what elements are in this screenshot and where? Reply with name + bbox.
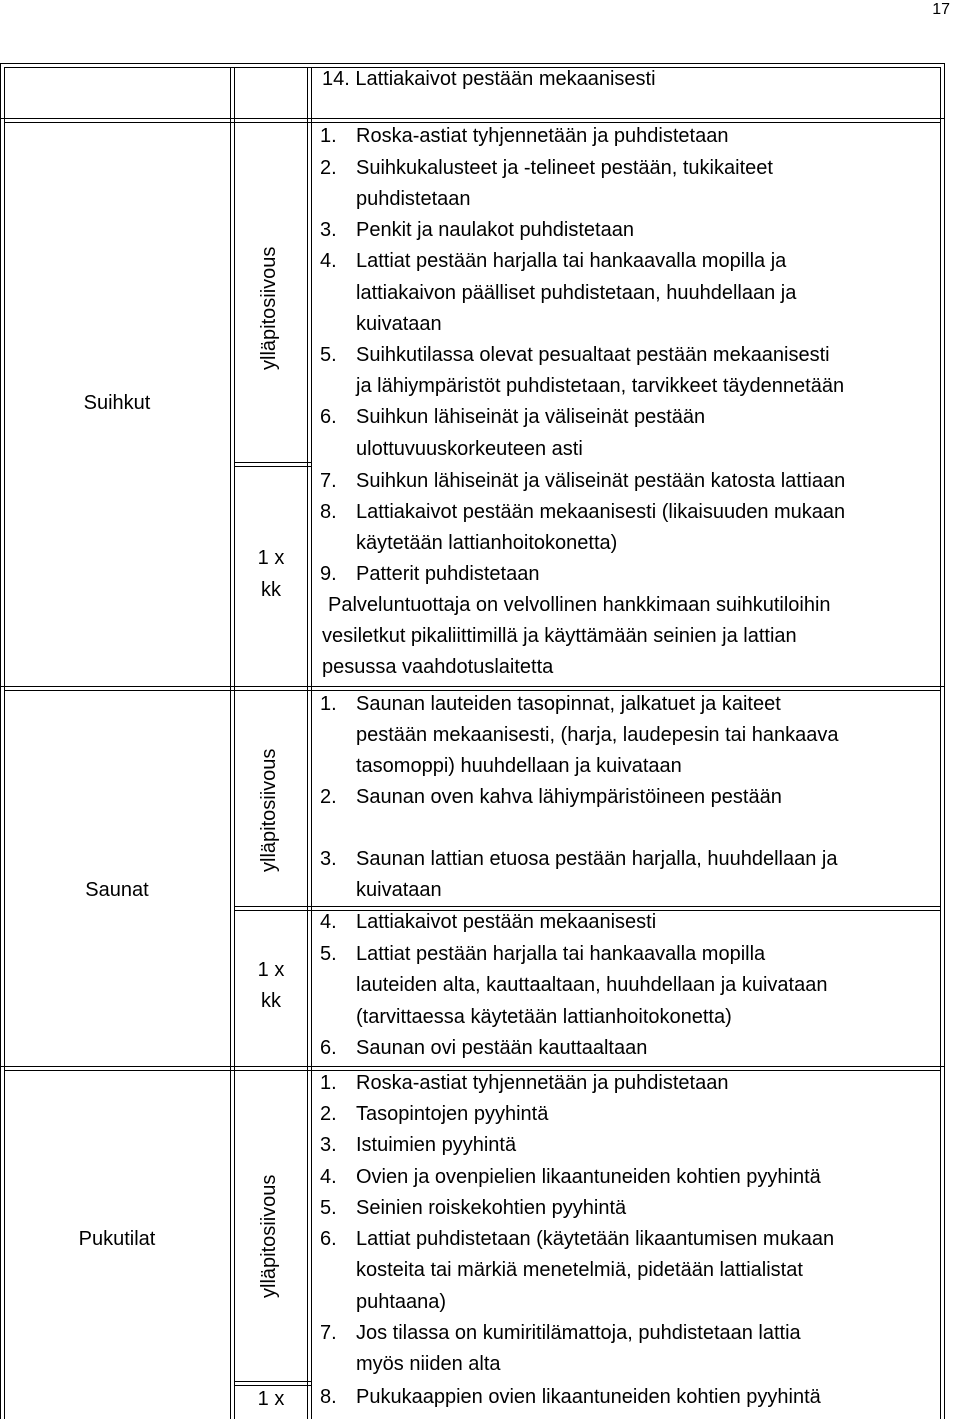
- section-name-suihkut: Suihkut: [83, 392, 151, 414]
- pukutilat-item-2: 2. Tasopintojen pyyhintä: [320, 1103, 549, 1125]
- suihkut-note-line-1: Palveluntuottaja on velvollinen hankkimaan suihkutiloihin: [328, 594, 831, 616]
- row-divider-saunat-a: [0, 1066, 945, 1067]
- frequency-saunat-2: kk: [261, 990, 281, 1012]
- row-divider-header-a: [0, 118, 945, 119]
- pukutilat-item-4: 4. Ovien ja ovenpielien likaantuneiden kohtien pyyhintä: [320, 1166, 821, 1188]
- pukutilat-item-7-cont: myös niiden alta: [356, 1353, 501, 1375]
- saunat-item-1-cont-1: pestään mekaanisesti, (harja, laudepesin tai hankaava: [356, 724, 839, 746]
- suihkut-freq-divider-a: [234, 462, 312, 463]
- saunat-item-3: 3. Saunan lattian etuosa pestään harjalla, huuhdellaan ja: [320, 848, 838, 870]
- suihkut-item-2: 2. Suihkukalusteet ja -telineet pestään, tukikaiteet: [320, 157, 773, 179]
- pukutilat-item-5: 5. Seinien roiskekohtien pyyhintä: [320, 1197, 627, 1219]
- suihkut-item-3: 3. Penkit ja naulakot puhdistetaan: [320, 219, 634, 241]
- section-name-saunat: Saunat: [85, 879, 149, 901]
- page-number: 17: [932, 1, 950, 18]
- suihkut-item-2-cont: puhdistetaan: [356, 188, 471, 210]
- saunat-item-4: 4. Lattiakaivot pestään mekaanisesti: [320, 911, 657, 933]
- table-border-col1-b: [234, 67, 235, 1419]
- suihkut-item-8-cont: käytetään lattianhoitokonetta): [356, 532, 618, 554]
- suihkut-note-line-2: vesiletkut pikaliittimillä ja käyttämään seinien ja lattian: [322, 625, 797, 647]
- pukutilat-item-6-cont-2: puhtaana): [356, 1291, 447, 1313]
- maintenance-label-suihkut: ylläpitosiivous: [258, 246, 280, 370]
- maintenance-label-saunat: ylläpitosiivous: [258, 748, 280, 872]
- pukutilat-item-8: 8. Pukukaappien ovien likaantuneiden kohtien pyyhintä: [320, 1386, 821, 1408]
- suihkut-item-1: 1. Roska-astiat tyhjennetään ja puhdistetaan: [320, 125, 729, 147]
- table-border-col1-a: [230, 67, 231, 1419]
- pukutilat-item-6-cont-1: kosteita tai märkiä menetelmiä, pidetään lattialistat: [356, 1259, 803, 1281]
- table-border-right-outer: [944, 63, 945, 1419]
- table-border-left-outer: [0, 63, 1, 1419]
- suihkut-item-5-cont: ja lähiympäristöt puhdistetaan, tarvikkeet täydennetään: [356, 375, 845, 397]
- saunat-item-1: 1. Saunan lauteiden tasopinnat, jalkatuet ja kaiteet: [320, 693, 781, 715]
- header-row-text: 14. Lattiakaivot pestään mekaanisesti: [322, 68, 656, 90]
- row-divider-suihkut-a: [0, 686, 945, 687]
- saunat-item-3-cont: kuivataan: [356, 879, 442, 901]
- suihkut-item-5: 5. Suihkutilassa olevat pesualtaat pestään mekaanisesti: [320, 344, 830, 366]
- pukutilat-item-7: 7. Jos tilassa on kumiritilämattoja, puhdistetaan lattia: [320, 1322, 801, 1344]
- pukutilat-item-1: 1. Roska-astiat tyhjennetään ja puhdistetaan: [320, 1072, 729, 1094]
- pukutilat-freq-divider-a: [234, 1381, 312, 1382]
- saunat-item-5-cont-1: lauteiden alta, kauttaaltaan, huuhdellaan ja kuivataan: [356, 974, 828, 996]
- suihkut-item-4-cont-1: lattiakaivon päälliset puhdistetaan, huuhdellaan ja: [356, 282, 797, 304]
- suihkut-freq-divider-b: [234, 466, 312, 467]
- suihkut-note-line-3: pesussa vaahdotuslaitetta: [322, 656, 554, 678]
- pukutilat-item-3: 3. Istuimien pyyhintä: [320, 1134, 517, 1156]
- saunat-item-6: 6. Saunan ovi pestään kauttaaltaan: [320, 1037, 648, 1059]
- frequency-saunat-1: 1 x: [257, 959, 285, 981]
- section-name-pukutilat: Pukutilat: [78, 1228, 156, 1250]
- frequency-suihkut-1: 1 x: [257, 547, 285, 569]
- saunat-item-1-cont-2: tasomoppi) huuhdellaan ja kuivataan: [356, 755, 682, 777]
- maintenance-label-pukutilat: ylläpitosiivous: [258, 1174, 280, 1298]
- suihkut-item-4: 4. Lattiat pestään harjalla tai hankaavalla mopilla ja: [320, 250, 787, 272]
- table-border-right-inner: [940, 67, 941, 1419]
- table-border-left-inner: [4, 67, 5, 1419]
- suihkut-item-4-cont-2: kuivataan: [356, 313, 442, 335]
- frequency-suihkut-2: kk: [261, 579, 281, 601]
- suihkut-item-7: 7. Suihkun lähiseinät ja väliseinät pestään katosta lattiaan: [320, 470, 846, 492]
- table-border-col2-a: [307, 67, 308, 1419]
- pukutilat-item-6: 6. Lattiat puhdistetaan (käytetään likaantumisen mukaan: [320, 1228, 835, 1250]
- suihkut-item-9: 9. Patterit puhdistetaan: [320, 563, 540, 585]
- suihkut-item-8: 8. Lattiakaivot pestään mekaanisesti (likaisuuden mukaan: [320, 501, 846, 523]
- table-border-col2-b: [311, 67, 312, 1419]
- saunat-item-5-cont-2: (tarvittaessa käytetään lattianhoitokonetta): [356, 1006, 732, 1028]
- suihkut-item-6: 6. Suihkun lähiseinät ja väliseinät pestään: [320, 406, 706, 428]
- frequency-pukutilat-1: 1 x: [257, 1388, 285, 1410]
- suihkut-item-6-cont: ulottuvuuskorkeuteen asti: [356, 438, 583, 460]
- saunat-item-5: 5. Lattiat pestään harjalla tai hankaavalla mopilla: [320, 943, 766, 965]
- saunat-item-2: 2. Saunan oven kahva lähiympäristöineen pestään: [320, 786, 782, 808]
